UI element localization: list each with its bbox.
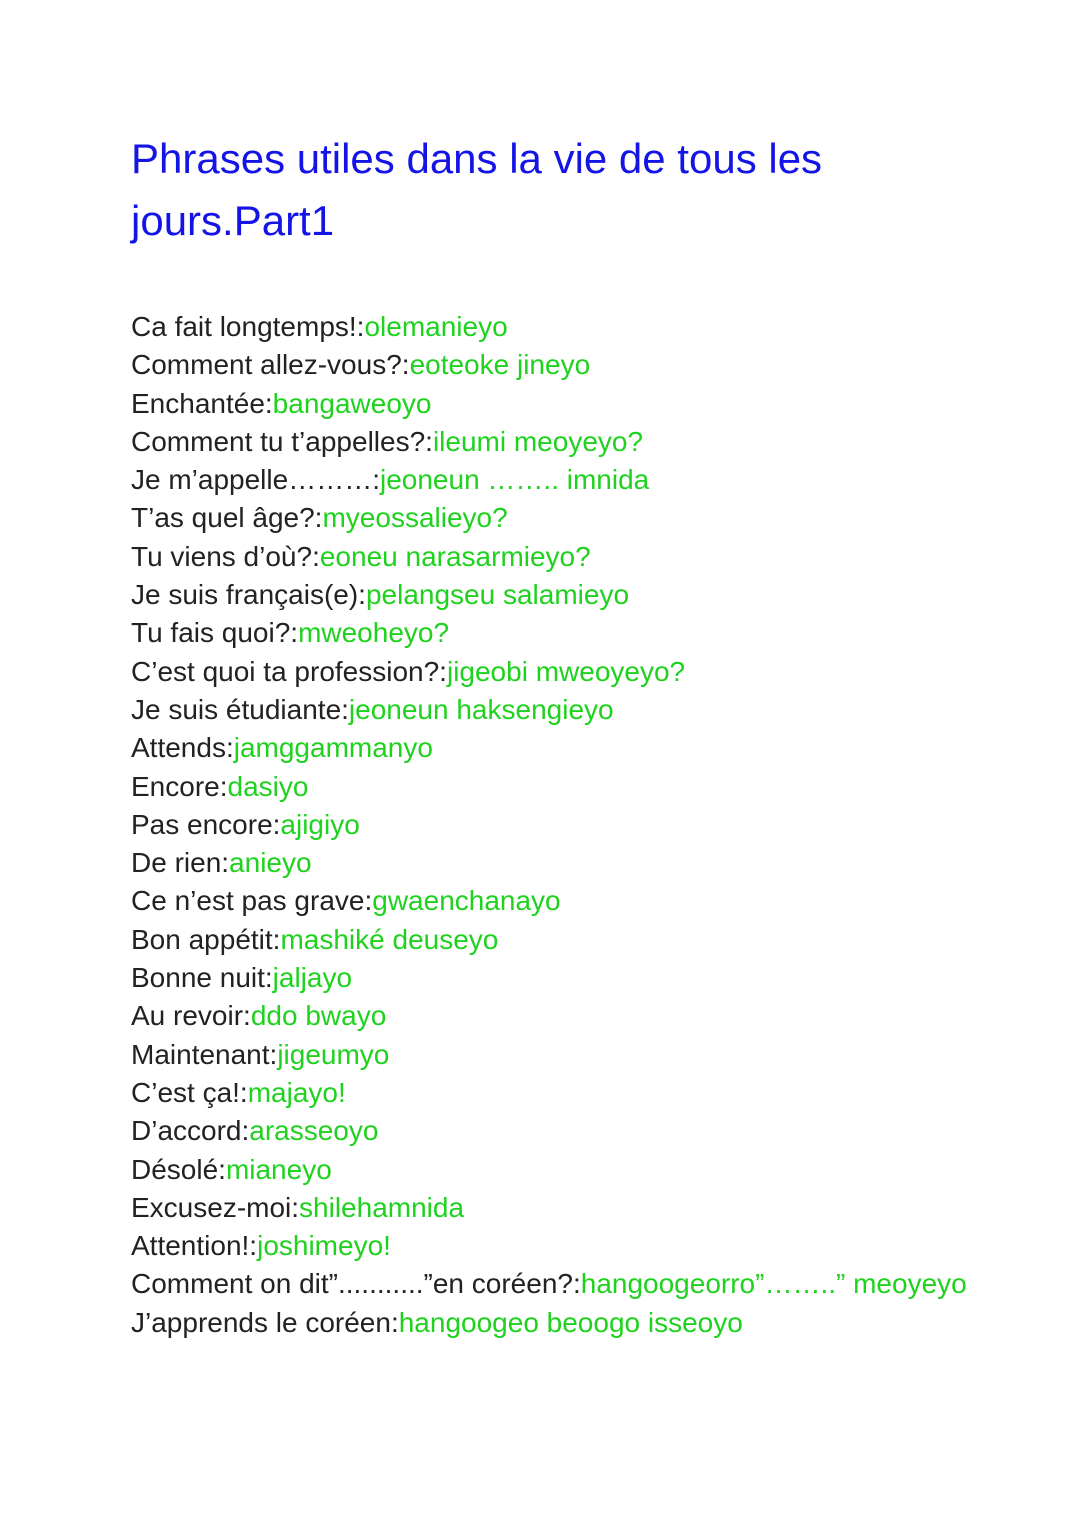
french-phrase: Attends: xyxy=(131,732,234,764)
phrase-item xyxy=(131,653,1011,691)
french-phrase: Je m’appelle………: xyxy=(131,464,380,496)
french-phrase: Bonne nuit: xyxy=(131,962,273,994)
french-phrase: Je suis français(e): xyxy=(131,579,366,611)
korean-romanization: mashiké deuseyo xyxy=(280,923,499,955)
korean-romanization: mweoheyo? xyxy=(298,617,450,649)
french-phrase: Pas encore: xyxy=(131,808,281,840)
french-phrase: C’est quoi ta profession?: xyxy=(131,655,447,687)
phrase-item xyxy=(131,806,1011,844)
korean-romanization: jaljayo xyxy=(272,962,353,994)
korean-romanization: bangaweoyo xyxy=(272,387,432,419)
french-phrase: Ca fait longtemps!: xyxy=(131,311,365,342)
french-phrase: Tu fais quoi?: xyxy=(131,617,299,649)
phrase-item xyxy=(131,385,1011,423)
french-phrase: D’accord: xyxy=(131,1115,250,1147)
phrase-item xyxy=(131,1112,1011,1150)
korean-romanization: arasseoyo xyxy=(249,1115,379,1147)
korean-romanization: myeossalieyo? xyxy=(322,502,508,534)
page-title: Phrases utiles dans la vie de tous les jours.Part1 xyxy=(131,135,823,244)
phrase-item xyxy=(131,1074,1011,1112)
french-phrase: T’as quel âge?: xyxy=(131,502,323,534)
korean-romanization: majayo! xyxy=(247,1076,346,1108)
french-phrase: De rien: xyxy=(131,847,230,879)
phrase-item xyxy=(131,1304,1011,1342)
phrase-item xyxy=(131,538,1011,576)
korean-romanization: shilehamnida xyxy=(299,1191,465,1223)
phrase-item xyxy=(131,576,1011,614)
phrase-item xyxy=(131,423,1011,461)
french-phrase: Comment tu t’appelles?: xyxy=(131,425,433,457)
document-page xyxy=(131,128,1011,1338)
french-phrase: Attention!: xyxy=(131,1230,258,1262)
phrase-item xyxy=(131,844,1011,882)
korean-romanization: olemanieyo xyxy=(364,311,508,342)
korean-romanization: jamggammanyo xyxy=(233,732,433,764)
french-phrase: Enchantée: xyxy=(131,387,273,419)
korean-romanization: ddo bwayo xyxy=(250,1000,387,1032)
phrase-item xyxy=(131,921,1011,959)
phrase-item xyxy=(131,614,1011,652)
korean-romanization: gwaenchanayo xyxy=(372,885,561,917)
french-phrase: Désolé: xyxy=(131,1153,226,1185)
french-phrase: Je suis étudiante: xyxy=(131,693,349,725)
korean-romanization: jigeumyo xyxy=(277,1038,390,1070)
french-phrase: Maintenant: xyxy=(131,1038,278,1070)
korean-romanization: eoteoke jineyo xyxy=(409,349,591,381)
korean-romanization: anieyo xyxy=(229,847,312,879)
korean-romanization: ileumi meoyeyo? xyxy=(432,425,644,457)
phrase-item xyxy=(131,1036,1011,1074)
french-phrase: Au revoir: xyxy=(131,1000,251,1032)
phrase-item xyxy=(131,308,1011,346)
french-phrase: C’est ça!: xyxy=(131,1076,248,1108)
korean-romanization: mianeyo xyxy=(225,1153,332,1185)
phrase-item xyxy=(131,346,1011,384)
phrase-item xyxy=(131,691,1011,729)
korean-romanization: jigeobi mweoyeyo? xyxy=(446,655,686,687)
french-phrase: Bon appétit: xyxy=(131,923,281,955)
korean-romanization: eoneu narasarmieyo? xyxy=(319,540,591,572)
korean-romanization: jeoneun haksengieyo xyxy=(348,693,614,725)
korean-romanization: ajigiyo xyxy=(280,808,360,840)
phrase-item xyxy=(131,1265,1011,1303)
korean-romanization: pelangseu salamieyo xyxy=(365,579,630,611)
french-phrase: Ce n’est pas grave: xyxy=(131,885,373,917)
phrase-item xyxy=(131,729,1011,767)
phrase-item xyxy=(131,768,1011,806)
korean-romanization: joshimeyo! xyxy=(257,1230,391,1262)
french-phrase: J’apprends le coréen: xyxy=(131,1306,399,1338)
phrase-item xyxy=(131,499,1011,537)
phrase-item xyxy=(131,461,1011,499)
french-phrase: Excusez-moi: xyxy=(131,1191,300,1223)
phrase-item xyxy=(131,1189,1011,1227)
phrase-item xyxy=(131,1227,1011,1265)
phrase-item xyxy=(131,997,1011,1035)
korean-romanization: hangoogeorro”……..” meoyeyo xyxy=(580,1268,967,1300)
korean-romanization: hangoogeo beoogo isseoyo xyxy=(398,1306,743,1338)
korean-romanization: dasiyo xyxy=(227,770,309,802)
phrase-item xyxy=(131,959,1011,997)
french-phrase: Encore: xyxy=(131,770,228,802)
french-phrase: Comment allez-vous?: xyxy=(131,349,410,381)
french-phrase: Tu viens d’où?: xyxy=(131,540,320,572)
phrase-item xyxy=(131,882,1011,920)
french-phrase: Comment on dit”...........”en coréen?: xyxy=(131,1268,581,1300)
phrase-list xyxy=(131,308,1011,1342)
korean-romanization: jeoneun …….. imnida xyxy=(379,464,650,496)
phrase-item xyxy=(131,1151,1011,1189)
